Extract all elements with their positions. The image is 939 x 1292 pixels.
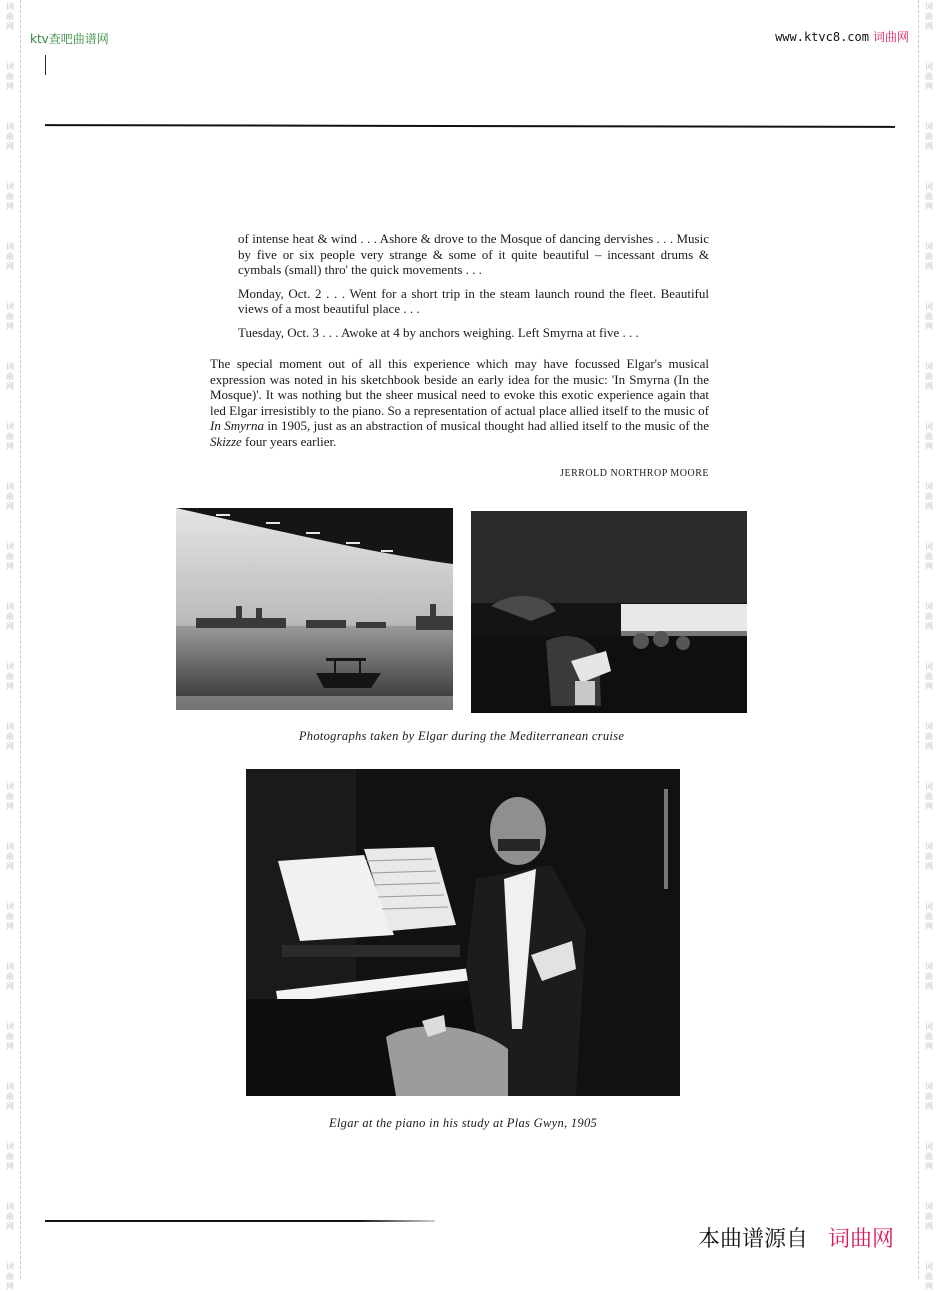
top-rule bbox=[45, 124, 895, 128]
watermark-glyph: 词 bbox=[6, 902, 14, 911]
site-url-right[interactable] bbox=[775, 28, 909, 45]
watermark-glyph: 网 bbox=[6, 1282, 14, 1291]
watermark-mark bbox=[922, 1142, 936, 1172]
photo-elgar-at-piano bbox=[246, 769, 680, 1096]
watermark-glyph: 词 bbox=[925, 302, 933, 311]
watermark-glyph: 曲 bbox=[925, 192, 933, 201]
watermark-glyph: 曲 bbox=[6, 492, 14, 501]
watermark-glyph: 曲 bbox=[925, 912, 933, 921]
diary-quote bbox=[238, 231, 709, 348]
watermark-mark bbox=[3, 2, 17, 32]
footer-site-name[interactable]: 词曲网 bbox=[827, 1227, 894, 1252]
caption-elgar-piano: Elgar at the piano in his study at Plas Gwyn, 1905 bbox=[328, 1116, 598, 1130]
watermark-glyph: 曲 bbox=[925, 792, 933, 801]
watermark-glyph: 词 bbox=[925, 662, 933, 671]
watermark-glyph: 词 bbox=[6, 1262, 14, 1271]
watermark-glyph: 网 bbox=[925, 1042, 933, 1051]
watermark-mark bbox=[3, 902, 17, 932]
watermark-glyph: 网 bbox=[925, 922, 933, 931]
fleet-photo-graphic bbox=[176, 508, 453, 710]
watermark-mark bbox=[3, 962, 17, 992]
watermark-glyph: 网 bbox=[6, 1162, 14, 1171]
watermark-mark bbox=[922, 962, 936, 992]
watermark-glyph: 曲 bbox=[6, 372, 14, 381]
watermark-glyph: 网 bbox=[925, 622, 933, 631]
watermark-glyph: 词 bbox=[925, 962, 933, 971]
watermark-glyph: 词 bbox=[6, 362, 14, 371]
watermark-glyph: 网 bbox=[925, 22, 933, 31]
watermark-glyph: 曲 bbox=[925, 1092, 933, 1101]
watermark-glyph: 网 bbox=[6, 982, 14, 991]
watermark-mark bbox=[922, 1262, 936, 1292]
watermark-glyph: 网 bbox=[925, 442, 933, 451]
watermark-glyph: 词 bbox=[6, 1142, 14, 1151]
watermark-glyph: 词 bbox=[6, 242, 14, 251]
watermark-glyph: 曲 bbox=[925, 732, 933, 741]
watermark-glyph: 网 bbox=[6, 562, 14, 571]
watermark-glyph: 网 bbox=[6, 382, 14, 391]
watermark-glyph: 词 bbox=[925, 362, 933, 371]
watermark-glyph: 词 bbox=[6, 182, 14, 191]
watermark-glyph: 曲 bbox=[925, 552, 933, 561]
watermark-glyph: 曲 bbox=[925, 672, 933, 681]
watermark-mark bbox=[922, 302, 936, 332]
footer-source-text: 本曲谱源自 bbox=[697, 1227, 808, 1252]
watermark-glyph: 网 bbox=[6, 202, 14, 211]
watermark-glyph: 词 bbox=[925, 122, 933, 131]
footer-credit bbox=[698, 1222, 894, 1253]
watermark-glyph: 网 bbox=[6, 22, 14, 31]
body-paragraph bbox=[210, 356, 709, 449]
watermark-glyph: 曲 bbox=[925, 372, 933, 381]
watermark-glyph: 词 bbox=[925, 182, 933, 191]
watermark-glyph: 曲 bbox=[6, 252, 14, 261]
quote-paragraph: of intense heat & wind . . . Ashore & drove to the Mosque of dancing dervishes . . . Music by five or six people very strange & some of it quite beautiful – incessant drums & cymbals (small) thro' the quick movements . . . bbox=[238, 231, 709, 277]
watermark-glyph: 网 bbox=[925, 1102, 933, 1111]
watermark-glyph: 网 bbox=[6, 922, 14, 931]
watermark-glyph: 网 bbox=[6, 682, 14, 691]
watermark-glyph: 网 bbox=[6, 502, 14, 511]
watermark-glyph: 网 bbox=[925, 862, 933, 871]
watermark-mark bbox=[922, 662, 936, 692]
watermark-mark bbox=[3, 602, 17, 632]
watermark-glyph: 曲 bbox=[925, 312, 933, 321]
watermark-glyph: 词 bbox=[6, 962, 14, 971]
watermark-glyph: 曲 bbox=[6, 672, 14, 681]
photo-on-deck bbox=[471, 511, 747, 713]
watermark-glyph: 曲 bbox=[6, 72, 14, 81]
watermark-glyph: 曲 bbox=[6, 852, 14, 861]
watermark-mark bbox=[922, 1202, 936, 1232]
watermark-mark bbox=[922, 2, 936, 32]
deck-photo-graphic bbox=[471, 511, 747, 713]
work-title-skizze: Skizze bbox=[210, 433, 242, 449]
watermark-glyph: 词 bbox=[6, 62, 14, 71]
watermark-glyph: 词 bbox=[925, 782, 933, 791]
watermark-glyph: 曲 bbox=[925, 252, 933, 261]
watermark-mark bbox=[3, 782, 17, 812]
watermark-glyph: 网 bbox=[925, 382, 933, 391]
watermark-glyph: 词 bbox=[6, 842, 14, 851]
watermark-mark bbox=[922, 62, 936, 92]
watermark-glyph: 网 bbox=[6, 322, 14, 331]
watermark-mark bbox=[922, 122, 936, 152]
caption-cruise-photos: Photographs taken by Elgar during the Mediterranean cruise bbox=[298, 729, 625, 743]
watermark-mark bbox=[3, 722, 17, 752]
watermark-glyph: 词 bbox=[925, 1262, 933, 1271]
watermark-glyph: 曲 bbox=[6, 552, 14, 561]
watermark-glyph: 曲 bbox=[925, 852, 933, 861]
quote-paragraph: Monday, Oct. 2 . . . Went for a short trip in the steam launch round the fleet. Beautiful views of a most beautiful place . . . bbox=[238, 285, 709, 316]
watermark-glyph: 网 bbox=[925, 502, 933, 511]
watermark-mark bbox=[3, 182, 17, 212]
watermark-glyph: 词 bbox=[6, 422, 14, 431]
watermark-mark bbox=[922, 1082, 936, 1112]
watermark-glyph: 网 bbox=[6, 442, 14, 451]
watermark-glyph: 曲 bbox=[6, 1032, 14, 1041]
watermark-glyph: 网 bbox=[6, 742, 14, 751]
watermark-glyph: 网 bbox=[925, 262, 933, 271]
watermark-glyph: 曲 bbox=[925, 12, 933, 21]
watermark-glyph: 曲 bbox=[6, 792, 14, 801]
bottom-rule bbox=[45, 1220, 435, 1222]
watermark-mark bbox=[3, 1202, 17, 1232]
watermark-glyph: 网 bbox=[925, 202, 933, 211]
body-text bbox=[210, 356, 709, 449]
watermark-glyph: 网 bbox=[6, 862, 14, 871]
watermark-mark bbox=[3, 662, 17, 692]
watermark-glyph: 网 bbox=[925, 322, 933, 331]
watermark-glyph: 曲 bbox=[6, 192, 14, 201]
watermark-glyph: 词 bbox=[6, 782, 14, 791]
watermark-glyph: 曲 bbox=[925, 72, 933, 81]
watermark-glyph: 曲 bbox=[925, 432, 933, 441]
watermark-glyph: 词 bbox=[925, 842, 933, 851]
watermark-mark bbox=[3, 122, 17, 152]
watermark-mark bbox=[922, 902, 936, 932]
watermark-glyph: 词 bbox=[6, 122, 14, 131]
watermark-glyph: 词 bbox=[6, 1022, 14, 1031]
watermark-glyph: 曲 bbox=[6, 1092, 14, 1101]
watermark-glyph: 网 bbox=[6, 802, 14, 811]
author-signature: JERROLD NORTHROP MOORE bbox=[560, 468, 709, 479]
watermark-glyph: 曲 bbox=[6, 12, 14, 21]
watermark-glyph: 词 bbox=[6, 302, 14, 311]
watermark-glyph: 曲 bbox=[925, 1032, 933, 1041]
watermark-glyph: 词 bbox=[925, 602, 933, 611]
watermark-glyph: 网 bbox=[925, 682, 933, 691]
watermark-mark bbox=[3, 242, 17, 272]
watermark-mark bbox=[922, 782, 936, 812]
watermark-glyph: 词 bbox=[6, 542, 14, 551]
watermark-glyph: 词 bbox=[6, 482, 14, 491]
watermark-glyph: 词 bbox=[925, 902, 933, 911]
watermark-mark bbox=[3, 542, 17, 572]
watermark-mark bbox=[3, 1262, 17, 1292]
watermark-mark bbox=[3, 1142, 17, 1172]
watermark-glyph: 网 bbox=[925, 82, 933, 91]
watermark-glyph: 曲 bbox=[6, 912, 14, 921]
watermark-glyph: 网 bbox=[925, 802, 933, 811]
site-name-left[interactable]: ktv查吧曲谱网 bbox=[30, 32, 109, 46]
piano-photo-graphic bbox=[246, 769, 680, 1096]
work-title-in-smyrna: In Smyrna bbox=[210, 418, 264, 433]
watermark-glyph: 曲 bbox=[6, 972, 14, 981]
watermark-mark bbox=[3, 1022, 17, 1052]
watermark-glyph: 词 bbox=[925, 1142, 933, 1151]
site-name-right[interactable]: 词曲网 bbox=[872, 30, 909, 44]
watermark-glyph: 词 bbox=[6, 662, 14, 671]
watermark-glyph: 词 bbox=[6, 1082, 14, 1091]
watermark-mark bbox=[922, 482, 936, 512]
photo-fleet-at-sea bbox=[176, 508, 453, 710]
watermark-glyph: 网 bbox=[6, 142, 14, 151]
watermark-glyph: 网 bbox=[6, 1102, 14, 1111]
watermark-glyph: 词 bbox=[925, 1082, 933, 1091]
body-text-part: in 1905, just as an abstraction of musical thought had allied itself to the music of the bbox=[263, 418, 709, 433]
watermark-glyph: 词 bbox=[6, 2, 14, 11]
watermark-glyph: 曲 bbox=[6, 1152, 14, 1161]
watermark-glyph: 网 bbox=[6, 1042, 14, 1051]
watermark-glyph: 词 bbox=[925, 482, 933, 491]
watermark-mark bbox=[3, 422, 17, 452]
watermark-glyph: 网 bbox=[925, 982, 933, 991]
watermark-mark bbox=[3, 302, 17, 332]
watermark-glyph: 网 bbox=[925, 142, 933, 151]
watermark-glyph: 词 bbox=[925, 722, 933, 731]
watermark-glyph: 网 bbox=[925, 742, 933, 751]
watermark-glyph: 词 bbox=[925, 242, 933, 251]
watermark-glyph: 网 bbox=[6, 622, 14, 631]
watermark-mark bbox=[922, 362, 936, 392]
watermark-mark bbox=[922, 1022, 936, 1052]
watermark-glyph: 曲 bbox=[925, 132, 933, 141]
watermark-mark bbox=[922, 602, 936, 632]
watermark-mark bbox=[922, 842, 936, 872]
watermark-glyph: 曲 bbox=[6, 1272, 14, 1281]
body-text-part: The special moment out of all this experience which may have focussed Elgar's musical expression was noted in his sketchbook beside an early idea for the music: 'In Smyrna (In the Mosque)'. It was nothing but the sheer musical need to evoke this exotic experience again that led Elgar irresistibly to the piano. So a representation of actual place allied itself to the music of bbox=[210, 356, 709, 418]
watermark-glyph: 词 bbox=[925, 1202, 933, 1211]
watermark-mark bbox=[3, 62, 17, 92]
watermark-mark bbox=[3, 1082, 17, 1112]
watermark-mark bbox=[922, 722, 936, 752]
watermark-glyph: 网 bbox=[925, 1162, 933, 1171]
watermark-glyph: 曲 bbox=[6, 612, 14, 621]
site-url[interactable]: www.ktvc8.com bbox=[775, 30, 869, 44]
watermark-mark bbox=[922, 542, 936, 572]
watermark-glyph: 曲 bbox=[925, 1272, 933, 1281]
watermark-glyph: 曲 bbox=[6, 732, 14, 741]
watermark-glyph: 词 bbox=[925, 422, 933, 431]
watermark-glyph: 曲 bbox=[925, 612, 933, 621]
watermark-glyph: 曲 bbox=[925, 972, 933, 981]
watermark-mark bbox=[922, 242, 936, 272]
watermark-glyph: 词 bbox=[925, 62, 933, 71]
right-watermark-strip bbox=[918, 0, 939, 1291]
watermark-glyph: 网 bbox=[925, 562, 933, 571]
watermark-glyph: 词 bbox=[6, 602, 14, 611]
watermark-glyph: 网 bbox=[6, 262, 14, 271]
watermark-glyph: 词 bbox=[925, 542, 933, 551]
margin-tick bbox=[45, 55, 46, 75]
watermark-glyph: 曲 bbox=[6, 432, 14, 441]
watermark-mark bbox=[3, 482, 17, 512]
watermark-mark bbox=[922, 182, 936, 212]
watermark-glyph: 曲 bbox=[925, 492, 933, 501]
watermark-glyph: 词 bbox=[925, 2, 933, 11]
watermark-glyph: 网 bbox=[925, 1282, 933, 1291]
watermark-glyph: 曲 bbox=[6, 132, 14, 141]
watermark-mark bbox=[922, 422, 936, 452]
left-watermark-strip bbox=[0, 0, 21, 1291]
watermark-glyph: 曲 bbox=[925, 1212, 933, 1221]
watermark-glyph: 词 bbox=[925, 1022, 933, 1031]
watermark-glyph: 网 bbox=[6, 1222, 14, 1231]
watermark-glyph: 网 bbox=[925, 1222, 933, 1231]
watermark-mark bbox=[3, 842, 17, 872]
watermark-glyph: 词 bbox=[6, 1202, 14, 1211]
watermark-glyph: 词 bbox=[6, 722, 14, 731]
watermark-mark bbox=[3, 362, 17, 392]
watermark-glyph: 曲 bbox=[925, 1152, 933, 1161]
quote-paragraph: Tuesday, Oct. 3 . . . Awoke at 4 by anchors weighing. Left Smyrna at five . . . bbox=[238, 324, 639, 340]
watermark-glyph: 曲 bbox=[6, 312, 14, 321]
watermark-glyph: 曲 bbox=[6, 1212, 14, 1221]
body-text-part: four years earlier. bbox=[241, 433, 337, 449]
watermark-glyph: 网 bbox=[6, 82, 14, 91]
